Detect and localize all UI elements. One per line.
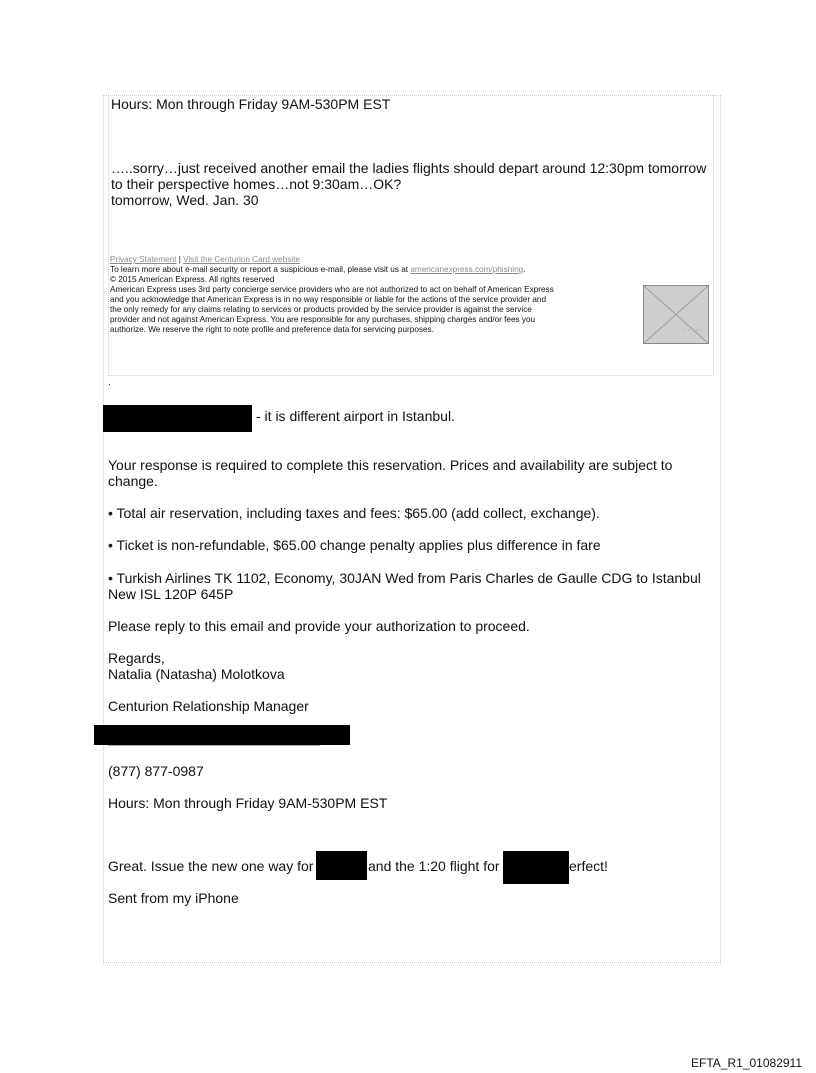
disclaimer-line-5: authorize. We reserve the right to note profile and preference data for servicing purposes.: [110, 325, 434, 334]
signature-title: Centurion Relationship Manager: [108, 698, 309, 714]
sorry-line-3: tomorrow, Wed. Jan. 30: [111, 192, 259, 208]
footer-links: [110, 255, 300, 265]
broken-image-icon: [644, 286, 708, 343]
link-separator: |: [178, 255, 181, 264]
hours-text: Hours: Mon through Friday 9AM-530PM EST: [108, 795, 388, 811]
redaction-block: [94, 725, 350, 745]
document-id: EFTA_R1_01082911: [691, 1056, 802, 1070]
missing-image-placeholder: [643, 285, 709, 344]
airport-note: - it is different airport in Istanbul.: [256, 408, 455, 424]
signature-name: Natalia (Natasha) Molotkova: [108, 666, 285, 682]
phone-number: (877) 877-0987: [108, 763, 204, 779]
hours-text-top: Hours: Mon through Friday 9AM-530PM EST: [111, 96, 391, 112]
regards-text: Regards,: [108, 650, 165, 666]
redaction-block: [316, 851, 367, 880]
phishing-link[interactable]: americanexpress.com/phishing: [410, 265, 524, 274]
reply-part-1: Great. Issue the new one way for: [108, 858, 314, 874]
bullet-flight-line-2: New ISL 120P 645P: [108, 586, 234, 602]
response-line-1: Your response is required to complete this reservation. Prices and availability are subject to: [108, 457, 673, 473]
disclaimer-line-4: provider and not against American Express. You are responsible for any purchases, shipping charges and/or fees you: [110, 315, 536, 324]
reply-part-3: erfect!: [569, 858, 608, 874]
copyright-text: © 2015 American Express. All rights reserved: [110, 275, 275, 284]
sent-from-iphone: Sent from my iPhone: [108, 890, 239, 906]
disclaimer-line-2: and you acknowledge that American Express is in no way responsible or liable for the actions of the service provider and: [110, 295, 546, 304]
bullet-flight-line-1: • Turkish Airlines TK 1102, Economy, 30JAN Wed from Paris Charles de Gaulle CDG to Istanbul: [108, 570, 701, 586]
security-text: To learn more about e-mail security or report a suspicious e-mail, please visit us at: [110, 265, 409, 274]
stray-dot: .: [108, 377, 111, 388]
disclaimer-line-1: American Express uses 3rd party concierge service providers who are not authorized to act on behalf of American Express: [110, 285, 554, 294]
centurion-website-link[interactable]: Visit the Centurion Card website: [183, 255, 300, 264]
redaction-block: [503, 851, 569, 884]
reply-request: Please reply to this email and provide your authorization to proceed.: [108, 618, 530, 634]
sorry-line-1: …..sorry…just received another email the ladies flights should depart around 12:30pm tomorrow: [111, 160, 707, 176]
sorry-line-2: to their perspective homes…not 9:30am…OK?: [111, 176, 402, 192]
redaction-block: [103, 405, 252, 432]
privacy-statement-link[interactable]: Privacy Statement: [110, 255, 177, 264]
security-period: .: [523, 265, 526, 274]
bullet-ticket: • Ticket is non-refundable, $65.00 change penalty applies plus difference in fare: [108, 537, 601, 553]
reply-part-2: and the 1:20 flight for: [368, 858, 500, 874]
response-line-2: change.: [108, 473, 158, 489]
security-line: [110, 265, 525, 275]
redacted-email-underline: [108, 745, 320, 746]
bullet-total: • Total air reservation, including taxes and fees: $65.00 (add collect, exchange).: [108, 505, 600, 521]
disclaimer-line-3: the only remedy for any claims relating to services or products provided by the service provider is against the service: [110, 305, 532, 314]
